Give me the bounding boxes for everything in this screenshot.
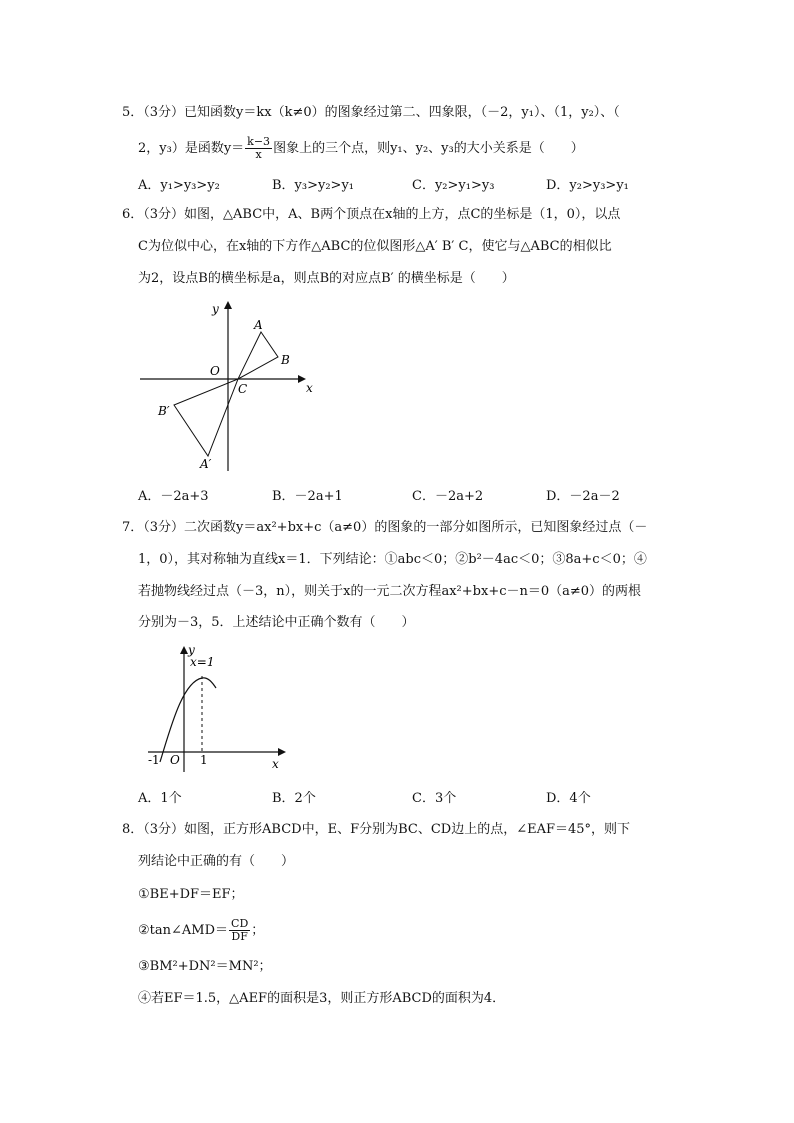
q7-x-arrow-icon (278, 748, 286, 756)
q8-statement-1: ①BE+DF＝EF； (138, 887, 244, 902)
q6-label-y: y (212, 302, 219, 316)
q8-line-2: 列结论中正确的有（ ） (138, 854, 295, 869)
q7-label-y: y (188, 643, 195, 657)
q6-figure (130, 295, 330, 480)
q6-label-c: C (238, 382, 248, 396)
q6-x-arrow-icon (298, 375, 306, 383)
q8-statement-4: ④若EF＝1.5，△AEF的面积是3，则正方形ABCD的面积为4． (138, 991, 506, 1006)
q6-label-x: x (306, 381, 313, 395)
q8-frac-den: DF (231, 930, 248, 943)
q7-label-axis: x=1 (190, 655, 215, 669)
q5-option-b[interactable]: B．y₃>y₂>y₁ (272, 178, 355, 193)
q8-statement-3: ③BM²+DN²＝MN²； (138, 959, 272, 974)
q7-y-arrow-icon (180, 646, 188, 654)
q6-label-b-prime: B′ (158, 404, 170, 418)
q6-y-arrow-icon (224, 301, 232, 309)
q6-label-o: O (210, 364, 220, 378)
q7-label-o: O (170, 753, 180, 767)
q6-triangle-abc (238, 332, 278, 379)
q6-line-1: 6．（3分）如图，△ABC中，A、B两个顶点在x轴的上方，点C的坐标是（1，0），以点 (122, 207, 621, 222)
q8-s2-suffix: ； (251, 923, 265, 938)
q6-option-b[interactable]: B．－2a+1 (272, 489, 343, 504)
q6-option-c[interactable]: C．－2a+2 (412, 489, 484, 504)
q7-parabola (160, 678, 216, 762)
q7-label-minus-one: -1 (148, 753, 160, 767)
q5-option-d[interactable]: D．y₂>y₃>y₁ (546, 178, 629, 193)
q6-label-b: B (281, 353, 290, 367)
q8-s2-prefix: ②tan∠AMD＝ (138, 923, 229, 938)
q7-line-1: 7．（3分）二次函数y＝ax²+bx+c（a≠0）的图象的一部分如图所示，已知图象经过点（－ (122, 520, 648, 535)
q6-label-a-prime: A′ (200, 457, 212, 471)
q6-line-2: C为位似中心，在x轴的下方作△ABC的位似图形△A′ B′ C，使它与△ABC的相似比 (138, 239, 612, 254)
q6-option-d[interactable]: D．－2a－2 (546, 489, 620, 504)
q8-statement-2 (138, 918, 264, 943)
q7-label-x: x (272, 757, 279, 771)
q5-line-2b: 图象上的三个点，则y₁、y₂、y₃的大小关系是（ ） (273, 141, 584, 156)
q7-line-3: 若抛物线经过点（－3，n），则关于x的一元二次方程ax²+bx+c－n＝0（a≠0）的两根 (138, 584, 642, 599)
q7-figure (140, 640, 295, 775)
q5-frac-num: k−3 (247, 135, 271, 148)
q5-line-2 (138, 136, 584, 161)
q7-option-b[interactable]: B．2个 (272, 791, 316, 806)
q6-line-3: 为2，设点B的横坐标是a，则点B的对应点B′ 的横坐标是（ ） (138, 271, 515, 286)
q6-label-a: A (254, 318, 263, 332)
q6-option-a[interactable]: A．－2a+3 (138, 489, 209, 504)
q7-line-2: 1，0），其对称轴为直线x＝1．下列结论：①abc＜0；②b²－4ac＜0；③8a+c＜0；④ (138, 552, 647, 567)
q7-option-c[interactable]: C．3个 (412, 791, 457, 806)
q8-fraction (229, 918, 250, 943)
q8-frac-num: CD (231, 917, 249, 930)
q7-option-a[interactable]: A．1个 (138, 791, 182, 806)
q7-line-4: 分别为－3，5．上述结论中正确个数有（ ） (138, 615, 415, 630)
q5-option-a[interactable]: A．y₁>y₃>y₂ (138, 178, 220, 193)
q7-label-one: 1 (200, 753, 208, 767)
q7-option-d[interactable]: D．4个 (546, 791, 591, 806)
q5-option-c[interactable]: C．y₂>y₁>y₃ (412, 178, 495, 193)
q5-fraction (245, 136, 272, 161)
q5-frac-den: x (255, 148, 262, 161)
q5-line-2a: 2，y₃）是函数y＝ (138, 141, 245, 156)
q8-line-1: 8．（3分）如图，正方形ABCD中，E、F分别为BC、CD边上的点，∠EAF＝45°，则下 (122, 822, 631, 837)
q5-line-1: 5．（3分）已知函数y＝kx（k≠0）的图象经过第二、四象限，（－2，y₁）、（1，y₂）、（ (122, 105, 620, 120)
